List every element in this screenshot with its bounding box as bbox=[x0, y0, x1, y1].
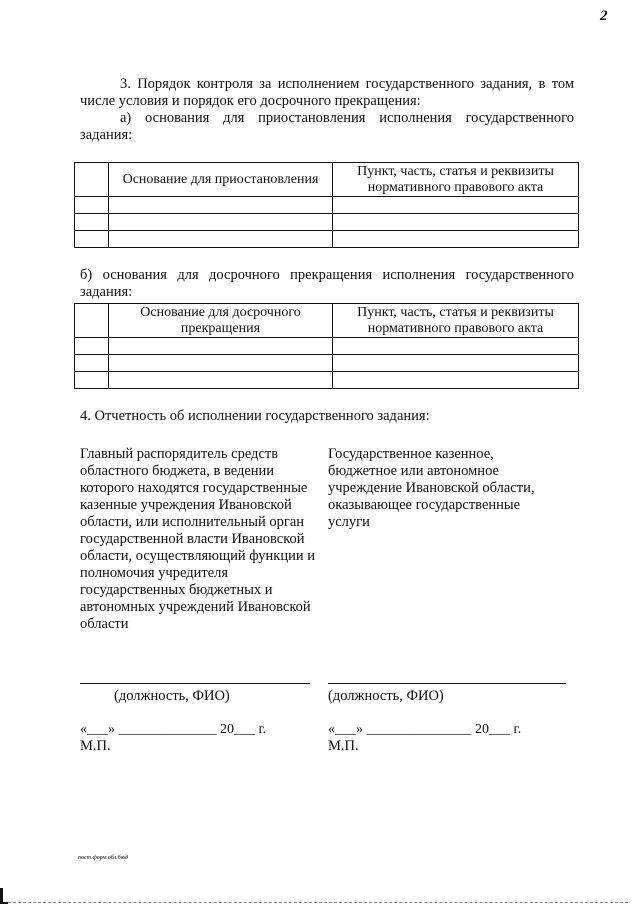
table-cell bbox=[109, 197, 333, 214]
table-cell bbox=[75, 355, 109, 372]
signature-line-right bbox=[328, 683, 566, 684]
table-cell bbox=[75, 197, 109, 214]
table-cell bbox=[333, 231, 579, 248]
table-cell bbox=[333, 197, 579, 214]
table-cell bbox=[75, 231, 109, 248]
table-row bbox=[75, 355, 579, 372]
date-line-left: «___» ______________ 20___ г. bbox=[80, 722, 267, 737]
section-4-heading: 4. Отчетность об исполнении государственного задания: bbox=[80, 408, 430, 424]
table-header-cell: Основание для приостановления bbox=[109, 163, 333, 197]
table-cell bbox=[109, 355, 333, 372]
stamp-label-right: М.П. bbox=[328, 738, 359, 754]
table-row bbox=[75, 372, 579, 389]
table-row bbox=[75, 231, 579, 248]
table-cell bbox=[75, 214, 109, 231]
page-number: 2 bbox=[600, 8, 608, 24]
bottom-scan-edge bbox=[8, 902, 628, 903]
table-row bbox=[75, 197, 579, 214]
table-cell bbox=[75, 338, 109, 355]
table-cell bbox=[109, 214, 333, 231]
section-3a-text: а) основания для приостановления исполнения государственного задания: bbox=[80, 110, 574, 143]
signature-label-right: (должность, ФИО) bbox=[328, 688, 444, 704]
table-cell bbox=[333, 214, 579, 231]
signature-line-left bbox=[80, 683, 310, 684]
table-header-cell: Основание для досрочного прекращения bbox=[109, 304, 333, 338]
table-cell bbox=[109, 372, 333, 389]
table-cell bbox=[333, 338, 579, 355]
signature-label-left: (должность, ФИО) bbox=[114, 688, 230, 704]
stamp-label-left: М.П. bbox=[80, 738, 111, 754]
table-termination-grounds bbox=[74, 303, 579, 389]
section-3b-text: б) основания для досрочного прекращения исполнения государственного задания: bbox=[80, 267, 574, 300]
corner-mark bbox=[0, 888, 8, 904]
table-cell bbox=[109, 231, 333, 248]
table-header-cell: Пункт, часть, статья и реквизиты нормативного правового акта bbox=[333, 163, 579, 197]
section-3-heading: 3. Порядок контроля за исполнением государственного задания, в том числе условия и порядок его досрочного прекращения: bbox=[80, 76, 574, 109]
table-header-row bbox=[75, 304, 579, 338]
chief-administrator-text: Главный распорядитель средств областного бюджета, в ведении которого находятся государственные казенные учреждения Ивановской области, или исполнительный орган государственной власти Ивановской области, осуществляющий функции и полномочия учредителя государственных бюджетных и автономных учреждений Ивановской области bbox=[80, 446, 316, 632]
institution-text: Государственное казенное, бюджетное или автономное учреждение Ивановской области, оказывающее государственные услуги bbox=[328, 446, 535, 530]
table-cell bbox=[109, 338, 333, 355]
table-cell bbox=[333, 372, 579, 389]
table-cell bbox=[75, 372, 109, 389]
table-row bbox=[75, 338, 579, 355]
table-header-cell bbox=[75, 304, 109, 338]
table-row bbox=[75, 214, 579, 231]
footer-file-name: пост.форм.обл.бюд bbox=[78, 855, 128, 861]
date-line-right: «___» _______________ 20___ г. bbox=[328, 722, 522, 737]
table-suspension-grounds bbox=[74, 162, 579, 248]
table-header-row bbox=[75, 163, 579, 197]
table-cell bbox=[333, 355, 579, 372]
table-header-cell: Пункт, часть, статья и реквизиты нормативного правового акта bbox=[333, 304, 579, 338]
table-header-cell bbox=[75, 163, 109, 197]
